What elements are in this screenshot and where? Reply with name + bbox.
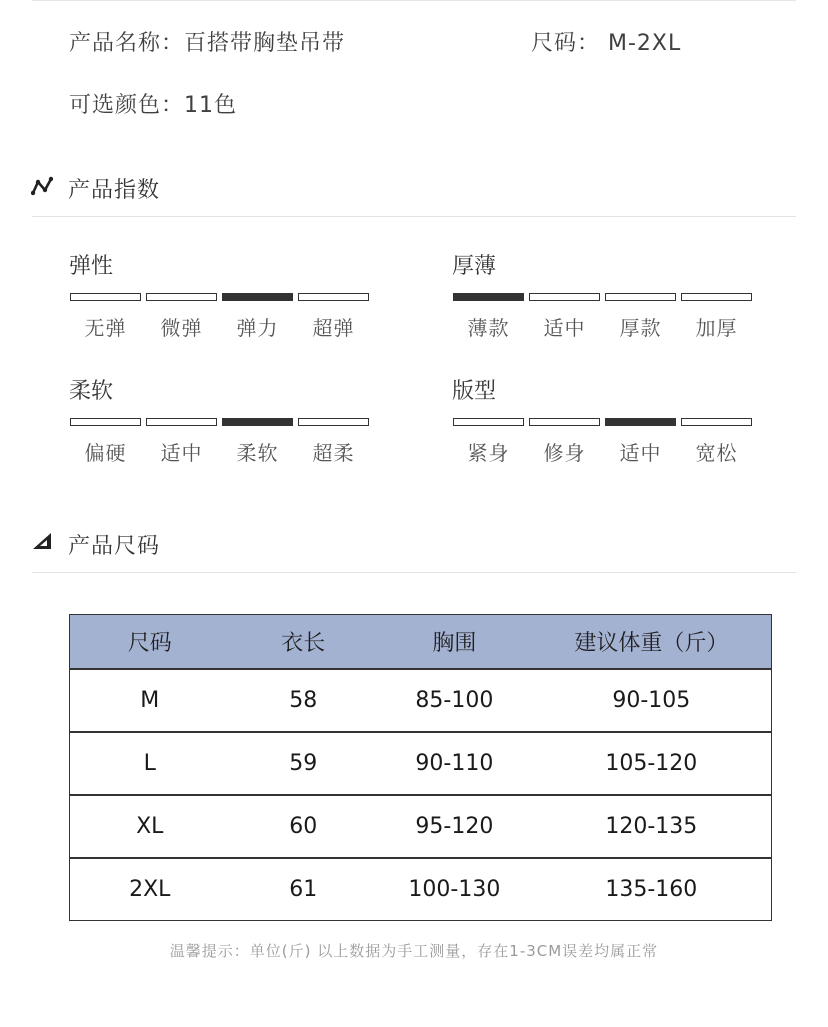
cell-bust: 95-120 — [377, 795, 532, 858]
scale-segment — [298, 293, 369, 301]
cell-bust: 90-110 — [377, 732, 532, 795]
scale-segment-active — [222, 293, 293, 301]
cell-bust: 85-100 — [377, 669, 532, 732]
index-section-divider — [32, 216, 796, 217]
fit-scale — [453, 418, 752, 426]
scale-option: 适中 — [619, 441, 662, 465]
fit-label: 版型 — [452, 379, 497, 404]
elasticity-scale — [70, 293, 369, 301]
cell-size: 2XL — [70, 858, 230, 921]
fit-options — [453, 437, 752, 466]
scale-option: 加厚 — [695, 316, 738, 340]
cell-size: M — [70, 669, 230, 732]
scale-option: 柔软 — [236, 441, 279, 465]
cell-size: XL — [70, 795, 230, 858]
scale-option: 宽松 — [695, 441, 738, 465]
scale-option: 修身 — [543, 441, 586, 465]
product-name-label: 产品名称 — [69, 31, 162, 56]
softness-options — [70, 437, 369, 466]
softness-scale — [70, 418, 369, 426]
table-row — [70, 732, 772, 795]
cell-bust: 100-130 — [377, 858, 532, 921]
header-size: 尺码 — [70, 615, 230, 670]
cell-weight: 90-105 — [532, 669, 772, 732]
scale-option: 厚款 — [619, 316, 662, 340]
cell-size: L — [70, 732, 230, 795]
scale-option: 超弹 — [312, 316, 355, 340]
table-row — [70, 669, 772, 732]
scale-option: 无弹 — [84, 316, 127, 340]
scale-segment — [146, 293, 217, 301]
size-section-divider — [32, 572, 796, 573]
scale-segment — [681, 418, 752, 426]
thickness-label: 厚薄 — [452, 254, 497, 279]
cell-length: 60 — [230, 795, 378, 858]
scale-option: 超柔 — [312, 441, 355, 465]
header-length: 衣长 — [230, 615, 378, 670]
triangle-ruler-icon — [31, 531, 53, 551]
scale-segment-active — [453, 293, 524, 301]
elasticity-label: 弹性 — [69, 254, 114, 279]
scale-segment — [146, 418, 217, 426]
scale-segment — [605, 293, 676, 301]
product-name-value: 百搭带胸垫吊带 — [184, 31, 346, 56]
size-range-value: M-2XL — [608, 31, 682, 56]
scale-segment — [453, 418, 524, 426]
elasticity-options — [70, 312, 369, 341]
footnote: 温馨提示：单位(斤) 以上数据为手工测量，存在1-3CM误差均属正常 — [169, 942, 659, 960]
softness-label: 柔软 — [69, 379, 114, 404]
scale-option: 微弹 — [160, 316, 203, 340]
size-table — [69, 614, 772, 921]
size-range-label: 尺码 — [531, 31, 578, 56]
scale-option: 弹力 — [236, 316, 279, 340]
scale-option: 偏硬 — [84, 441, 127, 465]
cell-weight: 120-135 — [532, 795, 772, 858]
top-divider — [32, 0, 796, 1]
line-chart-icon — [31, 176, 53, 196]
size-range-row: 尺码： M-2XL — [531, 31, 682, 56]
color-count-row: 可选颜色：11色 — [69, 93, 238, 118]
scale-segment — [70, 293, 141, 301]
scale-option: 适中 — [543, 316, 586, 340]
cell-weight: 105-120 — [532, 732, 772, 795]
cell-weight: 135-160 — [532, 858, 772, 921]
color-count-label: 可选颜色 — [69, 93, 162, 118]
header-weight: 建议体重（斤） — [532, 615, 772, 670]
scale-segment — [298, 418, 369, 426]
header-bust: 胸围 — [377, 615, 532, 670]
product-index-title: 产品指数 — [68, 178, 161, 203]
scale-segment — [70, 418, 141, 426]
scale-option: 紧身 — [467, 441, 510, 465]
cell-length: 58 — [230, 669, 378, 732]
scale-option: 薄款 — [467, 316, 510, 340]
scale-segment-active — [605, 418, 676, 426]
cell-length: 59 — [230, 732, 378, 795]
scale-segment — [529, 418, 600, 426]
scale-segment-active — [222, 418, 293, 426]
scale-segment — [529, 293, 600, 301]
scale-segment — [681, 293, 752, 301]
thickness-options — [453, 312, 752, 341]
thickness-scale — [453, 293, 752, 301]
cell-length: 61 — [230, 858, 378, 921]
table-header-row — [70, 615, 772, 670]
table-row — [70, 858, 772, 921]
product-name-row: 产品名称：百搭带胸垫吊带 — [69, 31, 346, 56]
product-size-title: 产品尺码 — [68, 534, 161, 559]
color-count-value: 11色 — [184, 93, 238, 118]
scale-option: 适中 — [160, 441, 203, 465]
table-row — [70, 795, 772, 858]
